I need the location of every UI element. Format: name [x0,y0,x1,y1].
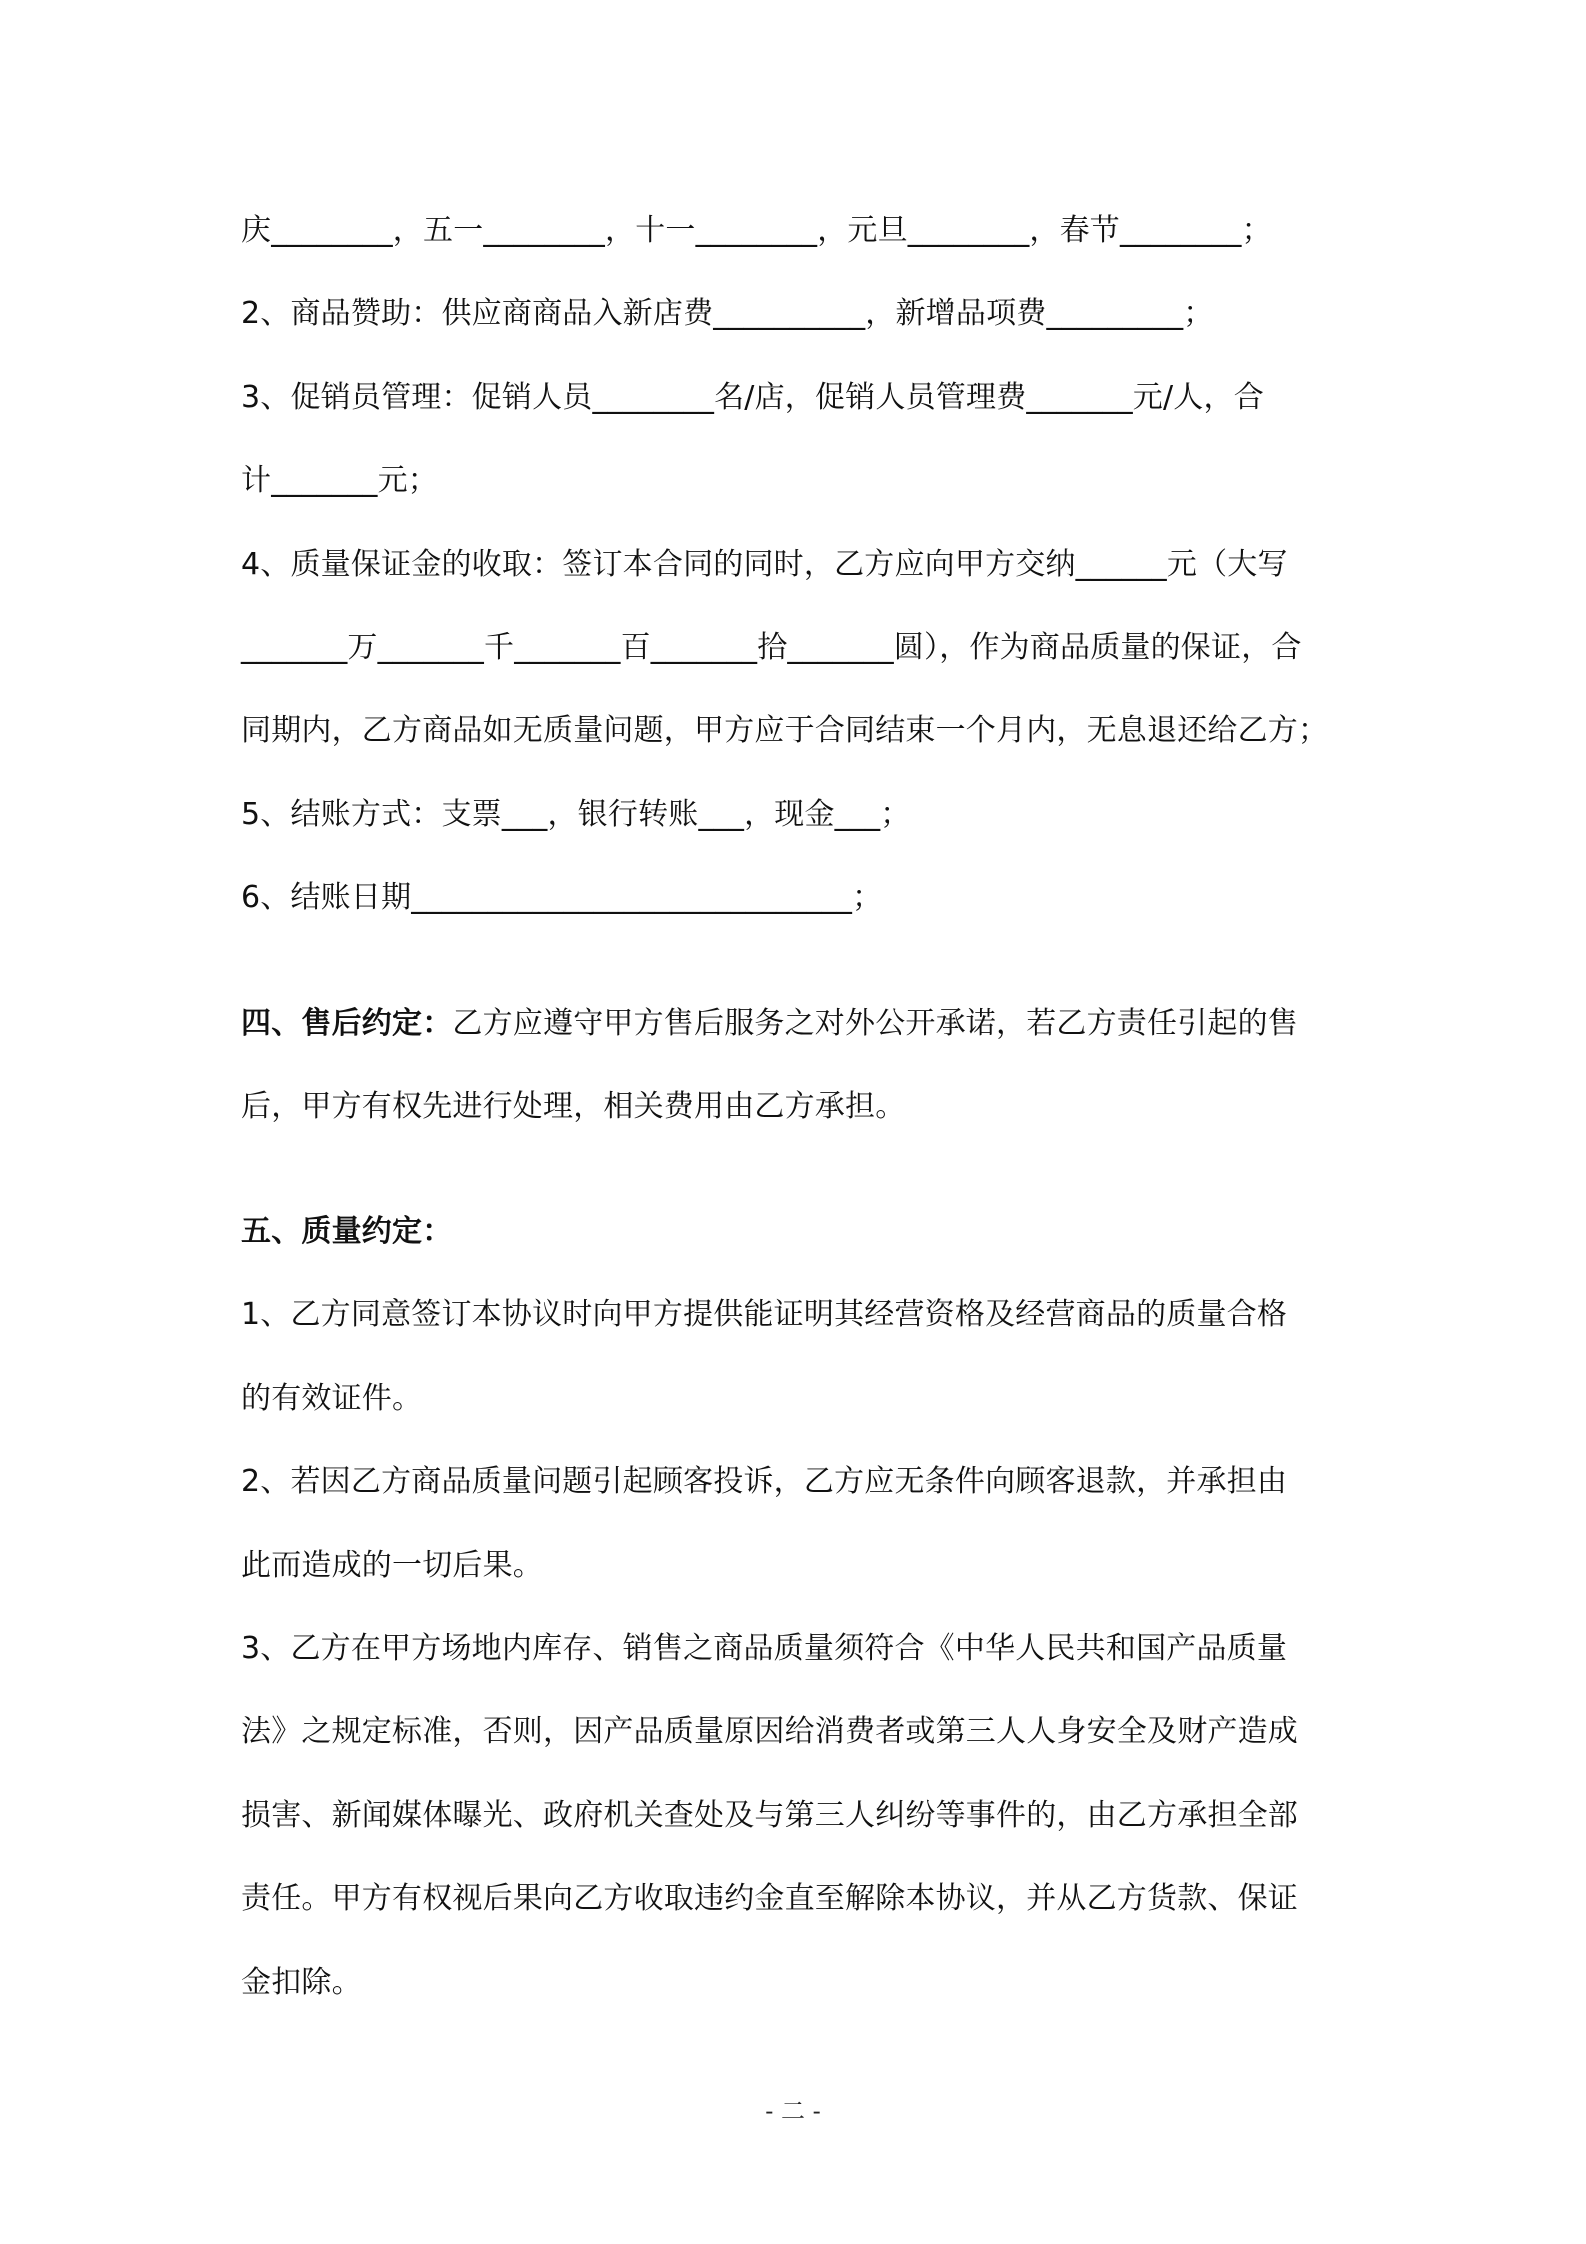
settlement-date-line: 6、结账日期_____________________________； [241,880,883,915]
product-sponsorship-line: 2、商品赞助：供应商商品入新店费__________，新增品项费_________； [241,296,1214,331]
quality-clause-3-line-4: 责任。甲方有权视后果向乙方收取违约金直至解除本协议，并从乙方货款、保证 [241,1881,1298,1916]
quality-clause-3-line-1: 3、乙方在甲方场地内库存、销售之商品质量须符合《中华人民共和国产品质量 [241,1631,1288,1666]
quality-clause-2-line-1: 2、若因乙方商品质量问题引起顾客投诉，乙方应无条件向顾客退款，并承担由 [241,1464,1288,1499]
quality-deposit-line-2: _______万_______千_______百_______拾_______圆），作为商品质量的保证，合 [241,630,1302,665]
quality-deposit-line-3: 同期内，乙方商品如无质量问题，甲方应于合同结束一个月内，无息退还给乙方； [241,713,1329,748]
quality-clause-1-line-1: 1、乙方同意签订本协议时向甲方提供能证明其经营资格及经营商品的质量合格 [241,1297,1288,1332]
holiday-fees-line: 庆________，五一________，十一________，元旦________，春节________； [241,213,1272,248]
quality-agreement-heading: 五、质量约定： [241,1214,453,1249]
quality-clause-1-line-2: 的有效证件。 [241,1381,423,1416]
quality-clause-3-line-2: 法》之规定标准，否则，因产品质量原因给消费者或第三人人身安全及财产造成 [241,1714,1298,1749]
quality-clause-2-line-2: 此而造成的一切后果。 [241,1548,543,1583]
promoter-total-line: 计_______元； [241,463,438,498]
quality-clause-3-line-3: 损害、新闻媒体曝光、政府机关查处及与第三人纠纷等事件的，由乙方承担全部 [241,1798,1298,1833]
quality-deposit-line-1: 4、质量保证金的收取：签订本合同的同时，乙方应向甲方交纳______元（大写 [241,547,1288,582]
after-sales-paragraph-line-1 [241,1004,1298,1044]
after-sales-paragraph-line-2: 后，甲方有权先进行处理，相关费用由乙方承担。 [241,1089,906,1124]
payment-method-line: 5、结账方式：支票___，银行转账___，现金___； [241,797,911,832]
after-sales-heading: 四、售后约定： [241,1006,453,1041]
page-number: - 二 - [765,2097,821,2125]
promoter-management-line: 3、促销员管理：促销人员________名/店，促销人员管理费_______元/人，合 [241,380,1264,415]
after-sales-text: 乙方应遵守甲方售后服务之对外公开承诺，若乙方责任引起的售 [452,1006,1299,1041]
quality-clause-3-line-5: 金扣除。 [241,1965,362,2000]
